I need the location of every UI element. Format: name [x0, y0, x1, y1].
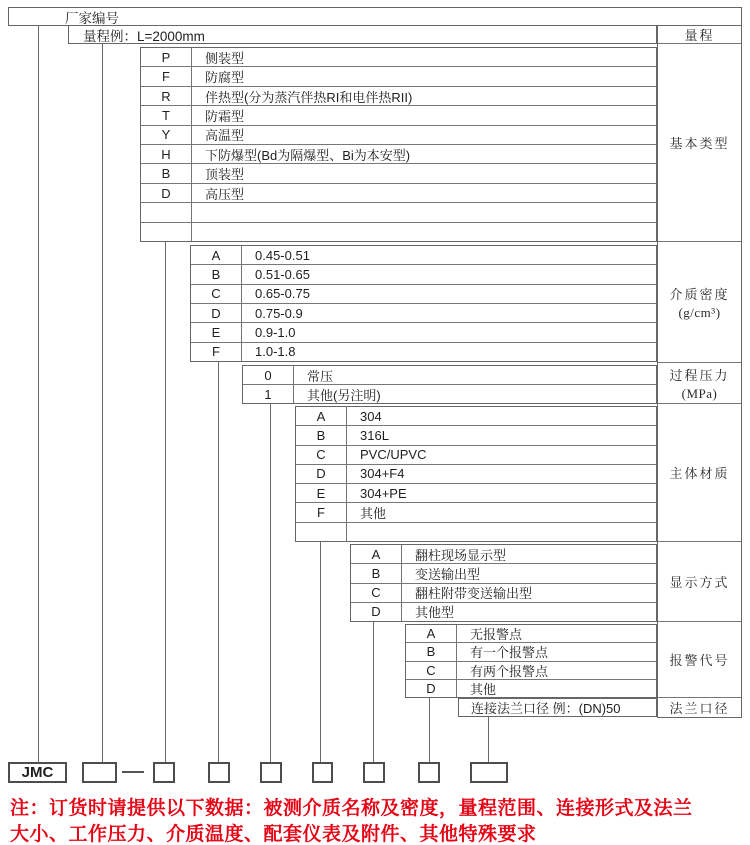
flange-size-text: 连接法兰口径 例：(DN)50 [471, 701, 621, 716]
option-code: C [296, 446, 347, 464]
option-desc: 无报警点 [470, 627, 523, 643]
category-label-column [657, 25, 742, 718]
option-code: R [141, 87, 192, 105]
option-desc: 其他 [470, 681, 497, 697]
option-row [191, 304, 656, 323]
option-row [351, 603, 656, 621]
category-body-material: 主体材质 [658, 404, 741, 542]
option-desc: 其他 [360, 506, 387, 522]
option-desc [347, 523, 656, 541]
option-row [141, 126, 656, 145]
display-code-box [363, 762, 385, 783]
alarm-code-box [418, 762, 440, 783]
option-row [406, 643, 656, 661]
option-code: 1 [243, 385, 294, 403]
option-row [351, 584, 656, 603]
category-medium-density: 介质密度 (g/cm³) [658, 242, 741, 363]
connector-line-manufacturer [38, 26, 39, 762]
ordering-note [10, 796, 746, 845]
option-row [406, 625, 656, 643]
option-desc: 0.75-0.9 [255, 305, 303, 321]
option-code: D [141, 184, 192, 202]
option-desc: 1.0-1.8 [255, 344, 296, 360]
option-desc: 高压型 [205, 186, 245, 202]
option-desc: 翻柱现场显示型 [415, 547, 507, 563]
connector-line-density [218, 362, 219, 762]
option-row [243, 366, 656, 385]
option-row [351, 564, 656, 583]
option-row [296, 484, 656, 503]
category-process-pressure: 过程压力 (MPa) [658, 363, 741, 404]
option-row [406, 680, 656, 697]
manufacturer-code-label: 厂家编号 [65, 10, 119, 26]
flange-size-row [458, 698, 657, 717]
option-desc: 有一个报警点 [470, 645, 549, 661]
option-code [141, 223, 192, 241]
option-row [141, 67, 656, 86]
option-row-empty [141, 223, 656, 241]
option-desc: PVC/UPVC [360, 447, 427, 463]
option-row [296, 446, 656, 465]
option-code: D [296, 465, 347, 483]
option-code: B [191, 265, 242, 283]
option-row [296, 407, 656, 426]
option-desc: 0.65-0.75 [255, 286, 310, 302]
option-row [296, 426, 656, 445]
range-code-box [82, 762, 117, 783]
option-desc: 0.51-0.65 [255, 266, 310, 282]
category-display-mode: 显示方式 [658, 542, 741, 622]
option-row [141, 164, 656, 183]
option-desc: 0.9-1.0 [255, 324, 296, 340]
option-code: A [296, 407, 347, 425]
option-desc: 其他(另注明) [307, 387, 381, 403]
option-row [191, 323, 656, 342]
option-row [191, 246, 656, 265]
option-code: Y [141, 126, 192, 144]
option-row [191, 265, 656, 284]
option-row [191, 343, 656, 361]
option-desc: 防霜型 [205, 108, 245, 124]
model-code-dash [122, 771, 144, 773]
option-code: C [191, 285, 242, 303]
option-row [141, 184, 656, 203]
option-code: 0 [243, 366, 294, 384]
connector-line-alarm [429, 698, 430, 762]
option-desc: 316L [360, 427, 389, 443]
option-code: B [296, 426, 347, 444]
option-code: B [406, 643, 457, 660]
alarm-code-block [405, 624, 657, 698]
connector-line-material [320, 542, 321, 762]
option-row [296, 503, 656, 522]
option-row [296, 465, 656, 484]
option-code: D [406, 680, 457, 697]
process-pressure-block [242, 365, 657, 404]
option-code: P [141, 48, 192, 66]
option-row [191, 285, 656, 304]
option-row [459, 699, 656, 716]
option-desc: 其他型 [415, 605, 455, 621]
option-desc: 防腐型 [205, 70, 245, 86]
option-code: B [351, 564, 402, 582]
basic-type-block [140, 47, 657, 242]
density-code-box [208, 762, 230, 783]
option-code: A [191, 246, 242, 264]
option-row [406, 662, 656, 680]
display-mode-block [350, 544, 657, 622]
option-desc [192, 203, 656, 221]
model-prefix-box [8, 762, 67, 783]
option-code [296, 523, 347, 541]
option-code: H [141, 145, 192, 163]
option-row [141, 106, 656, 125]
option-code: E [191, 323, 242, 341]
connector-line-pressure [270, 404, 271, 762]
option-row-empty [296, 523, 656, 541]
option-row [351, 545, 656, 564]
ordering-note-line2: 大小、工作压力、介质温度、配套仪表及附件、其他特殊要求 [10, 824, 537, 845]
option-desc: 304 [360, 408, 382, 424]
category-range: 量程 [658, 26, 741, 44]
option-code: F [141, 67, 192, 85]
option-code: T [141, 106, 192, 124]
option-code: A [351, 545, 402, 563]
option-code [141, 203, 192, 221]
option-code: C [406, 662, 457, 679]
option-code: E [296, 484, 347, 502]
range-example-row [68, 25, 657, 44]
option-code: F [191, 343, 242, 361]
option-row [141, 48, 656, 67]
medium-density-block [190, 245, 657, 362]
option-row [243, 385, 656, 403]
option-desc: 顶装型 [205, 167, 245, 183]
category-alarm-code: 报警代号 [658, 622, 741, 698]
manufacturer-code-row [8, 7, 742, 26]
option-desc: 侧装型 [205, 50, 245, 66]
option-desc: 304+F4 [360, 466, 405, 482]
category-basic-type: 基本类型 [658, 44, 741, 242]
connector-line-range [102, 44, 103, 762]
flange-code-box [470, 762, 508, 783]
option-desc: 翻柱附带变送输出型 [415, 586, 533, 602]
option-desc: 0.45-0.51 [255, 247, 310, 263]
material-code-box [312, 762, 333, 783]
option-desc: 下防爆型(Bd为隔爆型、Bi为本安型) [205, 147, 411, 163]
option-desc: 高温型 [205, 128, 245, 144]
option-code: F [296, 503, 347, 521]
option-code: D [351, 603, 402, 621]
option-desc: 304+PE [360, 485, 407, 501]
body-material-block [295, 406, 657, 542]
option-code: B [141, 164, 192, 182]
option-code: A [406, 625, 457, 642]
ordering-note-line1: 注：订货时请提供以下数据：被测介质名称及密度，量程范围、连接形式及法兰 [10, 798, 693, 819]
option-desc: 常压 [307, 368, 334, 384]
connector-line-basic-type [165, 242, 166, 762]
range-example-label: 量程例：L=2000mm [83, 28, 205, 44]
option-code: D [191, 304, 242, 322]
option-desc [192, 223, 656, 241]
option-code: C [351, 584, 402, 602]
pressure-code-box [260, 762, 282, 783]
option-row [141, 145, 656, 164]
option-row-empty [141, 203, 656, 222]
basic-type-code-box [153, 762, 175, 783]
option-desc: 变送输出型 [415, 566, 481, 582]
connector-line-flange [488, 717, 489, 762]
option-row [141, 87, 656, 106]
connector-line-display [373, 622, 374, 762]
option-desc: 伴热型(分为蒸汽伴热RI和电伴热RII) [205, 89, 413, 105]
option-desc: 有两个报警点 [470, 663, 549, 679]
category-flange-size: 法兰口径 [669, 701, 730, 716]
model-prefix-label: JMC [21, 764, 54, 781]
